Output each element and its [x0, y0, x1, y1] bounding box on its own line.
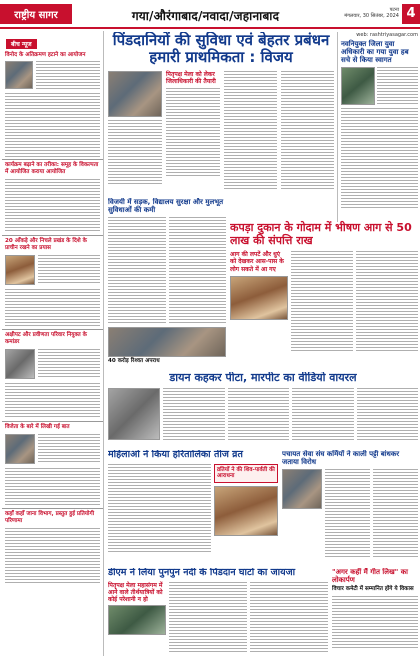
fire-body-col-2: [356, 251, 418, 351]
lead-headline: पिंडदानियों की सुविधा एवं बेहतर प्रबंधन हमारी प्राथमिकता : विजय: [112, 32, 330, 67]
left-story-5-headline: विजेता के बारे में लिखी गई बात: [5, 423, 70, 430]
left-story-3-row: [2, 253, 103, 287]
date-line: पटना मंगलवार, 30 सितंबर, 2024: [344, 7, 399, 19]
women-story: [108, 450, 278, 565]
second-photo: [108, 327, 226, 357]
women-sub-box: [214, 464, 278, 483]
women-sub-headline: व्रतियों ने की शिव-पार्वती की आराधना: [217, 466, 275, 480]
fire-pullquote: आग की लपटें और धुएं को देखकर आस-पास के लोग सकते में आ गए: [230, 251, 284, 273]
left-story-2-headline: कार्यक्रम बढ़ाने का तरीका: समूह के विकल्पता में आयोजित कराया आयोजित: [5, 162, 99, 175]
left-story-1-photo: [5, 61, 33, 89]
lead-body-col-3: [224, 71, 277, 189]
left-story-1-row: [2, 59, 103, 91]
right-top-row: [341, 67, 418, 105]
left-story-5-photo: [5, 434, 35, 464]
dm-headline: डीएम ने लिया पुनपुन नदी के पिंडदान घाटों का जायजा: [108, 568, 296, 578]
video-photo: [108, 388, 160, 440]
left-story-2-body: [2, 177, 103, 235]
fire-photo: [230, 276, 288, 320]
women-content: [108, 464, 278, 554]
dm-content: [108, 582, 328, 652]
second-body: [108, 217, 226, 325]
pension-photo: [282, 469, 322, 509]
page-number: 4: [402, 4, 420, 24]
women-photo: [214, 486, 278, 536]
right-top-headline: नवनियुक्त जिला युवा अधिकारी का गया युवा हब सचे से किया स्वागत: [341, 40, 409, 65]
lead-photo: [108, 71, 162, 117]
pension-body: [282, 469, 418, 559]
left-story-3-photo: [5, 255, 35, 285]
left-story-3-body-cont: [2, 287, 103, 329]
second-photo-caption: 40 करोड़ रिश्वत अपराध: [108, 358, 160, 365]
fire-headline: कपड़ा दुकान के गोदाम में भीषण आग से 50 लाख की संपत्ति राख: [230, 221, 412, 247]
second-headline: विजयी में सड़क, विद्यालय सुरक्षा और मुलभूत सुविधाओं की कमी: [108, 198, 224, 215]
section-name: राष्ट्रीय सागर: [0, 4, 72, 24]
left-story-3-body: [38, 255, 100, 285]
left-story-4-headline: अक्षीपट और प्रवीणता परिवार नियुक्त के कमांडर: [5, 332, 87, 345]
right-bottom-body: [332, 596, 418, 648]
pension-headline: पचायत सेवा संघ कर्मियों ने काली पट्टी बांधकर जताया विरोध: [282, 450, 400, 467]
masthead: [0, 0, 420, 28]
left-story-5-body-cont: [2, 466, 103, 508]
fire-content: [230, 251, 418, 351]
left-story-4-row: [2, 347, 103, 381]
right-top-story: [337, 32, 418, 222]
left-story-3-headline: 20 आँकड़े और निचले प्रखंड के दिशे के प्राचीन रखने का प्रयास: [5, 238, 87, 251]
video-body: [108, 388, 418, 440]
edition-cities: गया/औरंगाबाद/नवादा/जहानाबाद: [131, 9, 280, 23]
second-story: [108, 198, 226, 368]
pension-story: [282, 450, 418, 565]
left-story-4-body-cont: [2, 381, 103, 421]
left-story-6-body: [2, 526, 103, 586]
right-bottom-tag: विचार कमेटी में सम्मानित होंगे ये विकास: [332, 586, 414, 593]
lead-body-col-4: [281, 71, 334, 189]
lead-pullquote: पितृपक्ष मेला को लेकर जिलाधिकारी की तैयारी: [166, 70, 216, 85]
left-story-5-row: [2, 432, 103, 466]
fire-story: [230, 198, 418, 368]
left-story-6-headline: कहाँ कहाँ जाना विभाग, प्रस्तुत हुई प्रतियोगी परिणामा: [5, 511, 95, 524]
masthead-rule: [0, 27, 420, 29]
lead-body-col-2: [166, 71, 220, 189]
dm-story: [108, 568, 328, 656]
left-story-1-body: [36, 61, 100, 89]
lead-body-col-1: [108, 71, 162, 189]
left-story-4-photo: [5, 349, 35, 379]
fire-body-col-1: [291, 251, 353, 351]
left-column: [2, 31, 104, 656]
left-story-1-headline: विनोद के अतिक्रमण हटाने का आयोजन: [5, 52, 86, 58]
dm-photo: [108, 605, 166, 635]
beech-news-tag: बीच न्यूज: [6, 39, 37, 49]
lead-story: [108, 32, 334, 194]
left-story-1-body-cont: [2, 91, 103, 159]
left-story-5-body: [38, 434, 100, 464]
right-top-photo: [341, 67, 375, 105]
women-body-col-1: [108, 464, 211, 554]
lead-content: [108, 71, 334, 189]
site-url: web: rashtriyasagar.com: [356, 32, 418, 38]
right-bottom-headline: "अगर कहीं मैं गीत लिख" का लोकार्पण: [332, 568, 408, 585]
video-headline: डायन कहकर पीटा, मारपीट का वीडियो वायरल: [169, 372, 357, 384]
women-headline: महिलाओं ने किया हरितालिका तीज व्रत: [108, 450, 243, 460]
video-story: [108, 372, 418, 446]
left-story-4-body: [38, 349, 100, 379]
right-bottom-story: [332, 568, 418, 656]
right-top-body: [341, 108, 418, 208]
dm-pullquote: पितृपक्ष मेला महासंगम में आने वाले तीर्थयात्रियों को कोई परेशानी न हो: [108, 581, 163, 604]
